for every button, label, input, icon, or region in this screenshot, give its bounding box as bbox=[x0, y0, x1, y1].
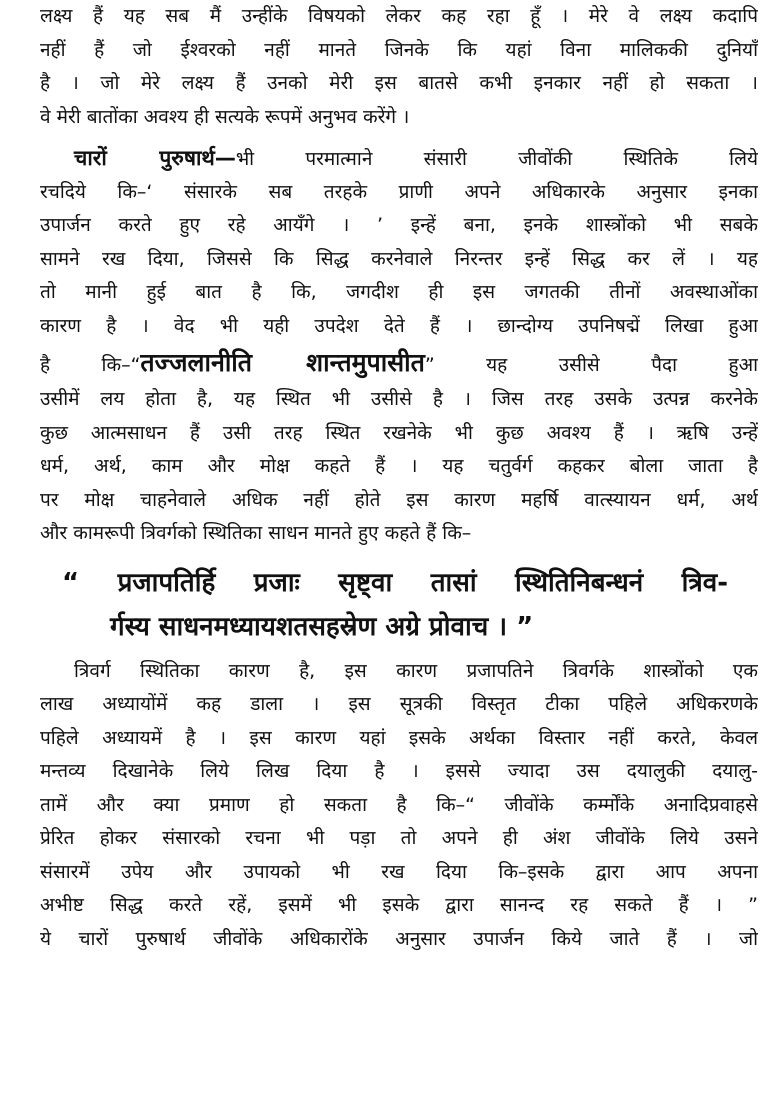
text-line: वे मेरी बातोंका अवश्य ही सत्यके रूपमें अनुभव करेंगे । bbox=[40, 105, 410, 128]
text-line: तो मानी हुई बात है कि, जगदीश ही इस जगतकी तीनों अवस्थाओंका bbox=[40, 281, 758, 303]
text-line: मन्तव्य दिखानेके लिये लिख दिया है । इससे ज्यादा उस दयालुकी दयालु- bbox=[40, 760, 758, 782]
paragraph-1 bbox=[40, 0, 758, 134]
text-line bbox=[40, 142, 758, 176]
text-line: पर मोक्ष चाहनेवाले अधिक नहीं होते इस कारण महर्षि वात्स्यायन धर्म, अर्थ bbox=[40, 488, 758, 511]
text-line: प्रेरित होकर संसारको रचना भी पड़ा तो अपने ही अंश जीवोंके लिये उसने bbox=[40, 827, 758, 849]
text-line: तामें और क्या प्रमाण हो सकता है कि–“ जीवोंके कर्म्मोंके अनादिप्रवाहसे bbox=[40, 793, 758, 816]
paragraph-2 bbox=[40, 142, 758, 551]
sutra-quotation bbox=[40, 561, 758, 649]
quote-line bbox=[40, 343, 758, 383]
text-line: त्रिवर्ग स्थितिका कारण है, इस कारण प्रजापतिने त्रिवर्गके शास्त्रोंको एक bbox=[74, 659, 758, 682]
text-line: लाख अध्यायोंमें कह डाला । इस सूत्रकी विस्तृत टीका पहिले अधिकरणके bbox=[40, 693, 758, 715]
text-line: संसारमें उपेय और उपायको भी रख दिया कि–इसके द्वारा आप अपना bbox=[40, 860, 758, 883]
text-line: कारण है । वेद भी यही उपदेश देते हैं । छान्दोग्य उपनिषद्में लिखा हुआ bbox=[40, 314, 758, 337]
text-line: अभीष्ट सिद्ध करते रहें, इसमें भी इसके द्वारा सानन्द रह सकते हैं । ” bbox=[40, 894, 758, 916]
text-line: लक्ष्य हैं यह सब मैं उन्हींके विषयको लेकर कह रहा हूँ । मेरे वे लक्ष्य कदापि bbox=[40, 5, 758, 27]
text-line: सामने रख दिया, जिससे कि सिद्ध करनेवाले निरन्तर इन्हें सिद्ध कर लें । यह bbox=[40, 247, 758, 270]
quoted-mantra: तज्जलानीति शान्तमुपासीत bbox=[140, 348, 425, 377]
paragraph-3 bbox=[40, 655, 758, 957]
quote-prefix: है कि–“ bbox=[40, 354, 141, 376]
sutra-line-1: “ प्रजापतिर्हि प्रजाः सृष्ट्वा तासां स्थितिनिबन्धनं त्रिव- bbox=[62, 567, 728, 598]
text-line: नहीं हैं जो ईश्वरको नहीं मानते जिनके कि यहां विना मालिककी दुनियाँ bbox=[40, 38, 758, 61]
heading-line-text: भी परमात्माने संसारी जीवोंकी स्थितिके लिये bbox=[235, 148, 758, 170]
paragraph-gap bbox=[40, 134, 758, 142]
text-line: कुछ आत्मसाधन हैं उसी तरह स्थित रखनेके भी कुछ अवश्य हैं । ऋषि उन्हें bbox=[40, 421, 758, 444]
text-line: धर्म, अर्थ, काम और मोक्ष कहते हैं । यह चतुर्वर्ग कहकर बोला जाता है bbox=[40, 455, 758, 477]
text-line: उपार्जन करते हुए रहे आयँगे । ’ इन्हें बना, इनके शास्त्रोंको भी सबके bbox=[40, 214, 758, 236]
text-line: ये चारों पुरुषार्थ जीवोंके अधिकारोंके अनुसार उपार्जन किये जाते हैं । जो bbox=[40, 927, 758, 950]
sutra-line-2: र्गस्य साधनमध्यायशतसहस्रेण अग्रे प्रोवाच । ” bbox=[110, 611, 534, 642]
text-line: रचदिये कि–‘ संसारके सब तरहके प्राणी अपने अधिकारके अनुसार इनका bbox=[40, 180, 758, 203]
text-line: है । जो मेरे लक्ष्य हैं उनको मेरी इस बातसे कभी इनकार नहीं हो सकता । bbox=[40, 72, 758, 94]
quote-suffix: ” यह उसीसे पैदा हुआ bbox=[424, 354, 758, 376]
text-line: और कामरूपी त्रिवर्गको स्थितिका साधन मानते हुए कहते हैं कि– bbox=[40, 522, 472, 544]
section-heading: चारों पुरुषार्थ— bbox=[74, 146, 236, 170]
text-line: उसीमें लय होता है, यह स्थित भी उसीसे है । जिस तरह उसके उत्पन्न करनेके bbox=[40, 388, 758, 410]
text-line: पहिले अध्यायमें है । इस कारण यहां इसके अर्थका विस्तार नहीं करते, केवल bbox=[40, 726, 758, 749]
